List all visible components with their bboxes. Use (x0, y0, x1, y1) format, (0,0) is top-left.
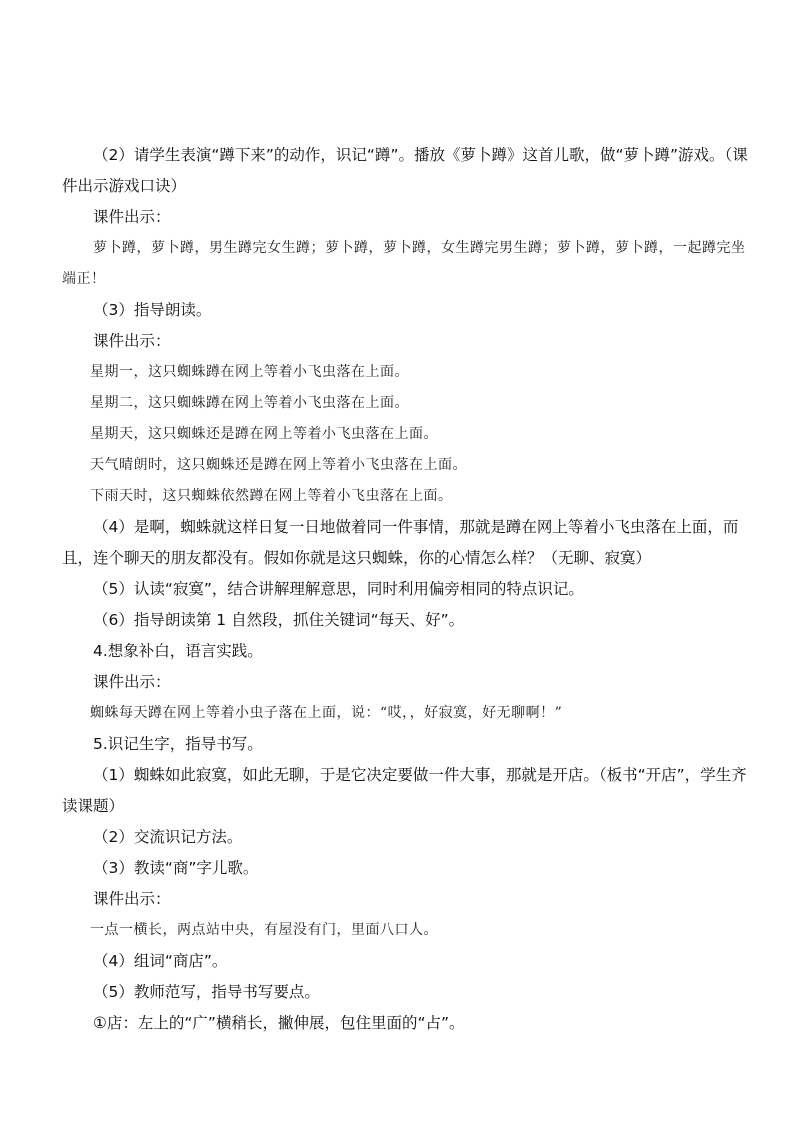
reading-line: 下雨天时，这只蜘蛛依然蹲在网上等着小飞虫落在上面。 (90, 488, 453, 504)
paragraph-step-3: （3）指导朗读。 (93, 301, 212, 319)
fill-in-sentence: 蜘蛛每天蹲在网上等着小虫子落在上面，说：“哎，，好寂寞，好无聊啊！” (90, 705, 563, 721)
paragraph-step-5: （5）认读“寂寞”，结合讲解理解意思，同时利用偏旁相同的特点识记。 (93, 580, 584, 598)
section-heading-5: 5.识记生字，指导书写。 (93, 735, 263, 753)
reading-line: 星期天，这只蜘蛛还是蹲在网上等着小飞虫落在上面。 (90, 426, 438, 442)
courseware-label: 课件出示： (93, 673, 171, 691)
writing-point: ①店：左上的“广”横稍长，撇伸展，包住里面的“占”。 (93, 1014, 465, 1032)
courseware-label: 课件出示： (93, 208, 171, 226)
document-body (62, 140, 752, 1039)
character-rhyme: 一点一横长，两点站中央，有屋没有门，里面八口人。 (90, 922, 438, 938)
reading-line: 星期一，这只蜘蛛蹲在网上等着小飞虫落在上面。 (90, 364, 409, 380)
paragraph-step-6: （6）指导朗读第 1 自然段，抓住关键词“每天、好”。 (93, 611, 465, 629)
section-heading-4: 4.想象补白，语言实践。 (93, 642, 263, 660)
paragraph-sub-1: （1）蜘蛛如此寂寞，如此无聊，于是它决定要做一件大事，那就是开店。（板书“开店”，学生齐读课题） (62, 766, 747, 815)
reading-line: 天气晴朗时，这只蜘蛛还是蹲在网上等着小飞虫落在上面。 (90, 457, 467, 473)
paragraph-sub-4: （4）组词“商店”。 (93, 952, 228, 970)
courseware-label: 课件出示： (93, 332, 171, 350)
chant-text: 萝卜蹲，萝卜蹲，男生蹲完女生蹲；萝卜蹲，萝卜蹲，女生蹲完男生蹲；萝卜蹲，萝卜蹲，一起蹲完坐端正！ (62, 240, 746, 287)
reading-line: 星期二，这只蜘蛛蹲在网上等着小飞虫落在上面。 (90, 395, 409, 411)
paragraph-sub-3: （3）教读“商”字儿歌。 (93, 859, 259, 877)
courseware-label: 课件出示： (93, 890, 171, 908)
paragraph-sub-5: （5）教师范写，指导书写要点。 (93, 983, 320, 1001)
paragraph-step-4: （4）是啊，蜘蛛就这样日复一日地做着同一件事情，那就是蹲在网上等着小飞虫落在上面，而且，连个聊天的朋友都没有。假如你就是这只蜘蛛，你的心情怎么样？（无聊、寂寞） (62, 518, 739, 567)
paragraph-sub-2: （2）交流识记方法。 (93, 828, 243, 846)
paragraph-step-2: （2）请学生表演“蹲下来”的动作，识记“蹲”。播放《萝卜蹲》这首儿歌，做“萝卜蹲”游戏。（课件出示游戏口诀） (62, 146, 748, 195)
